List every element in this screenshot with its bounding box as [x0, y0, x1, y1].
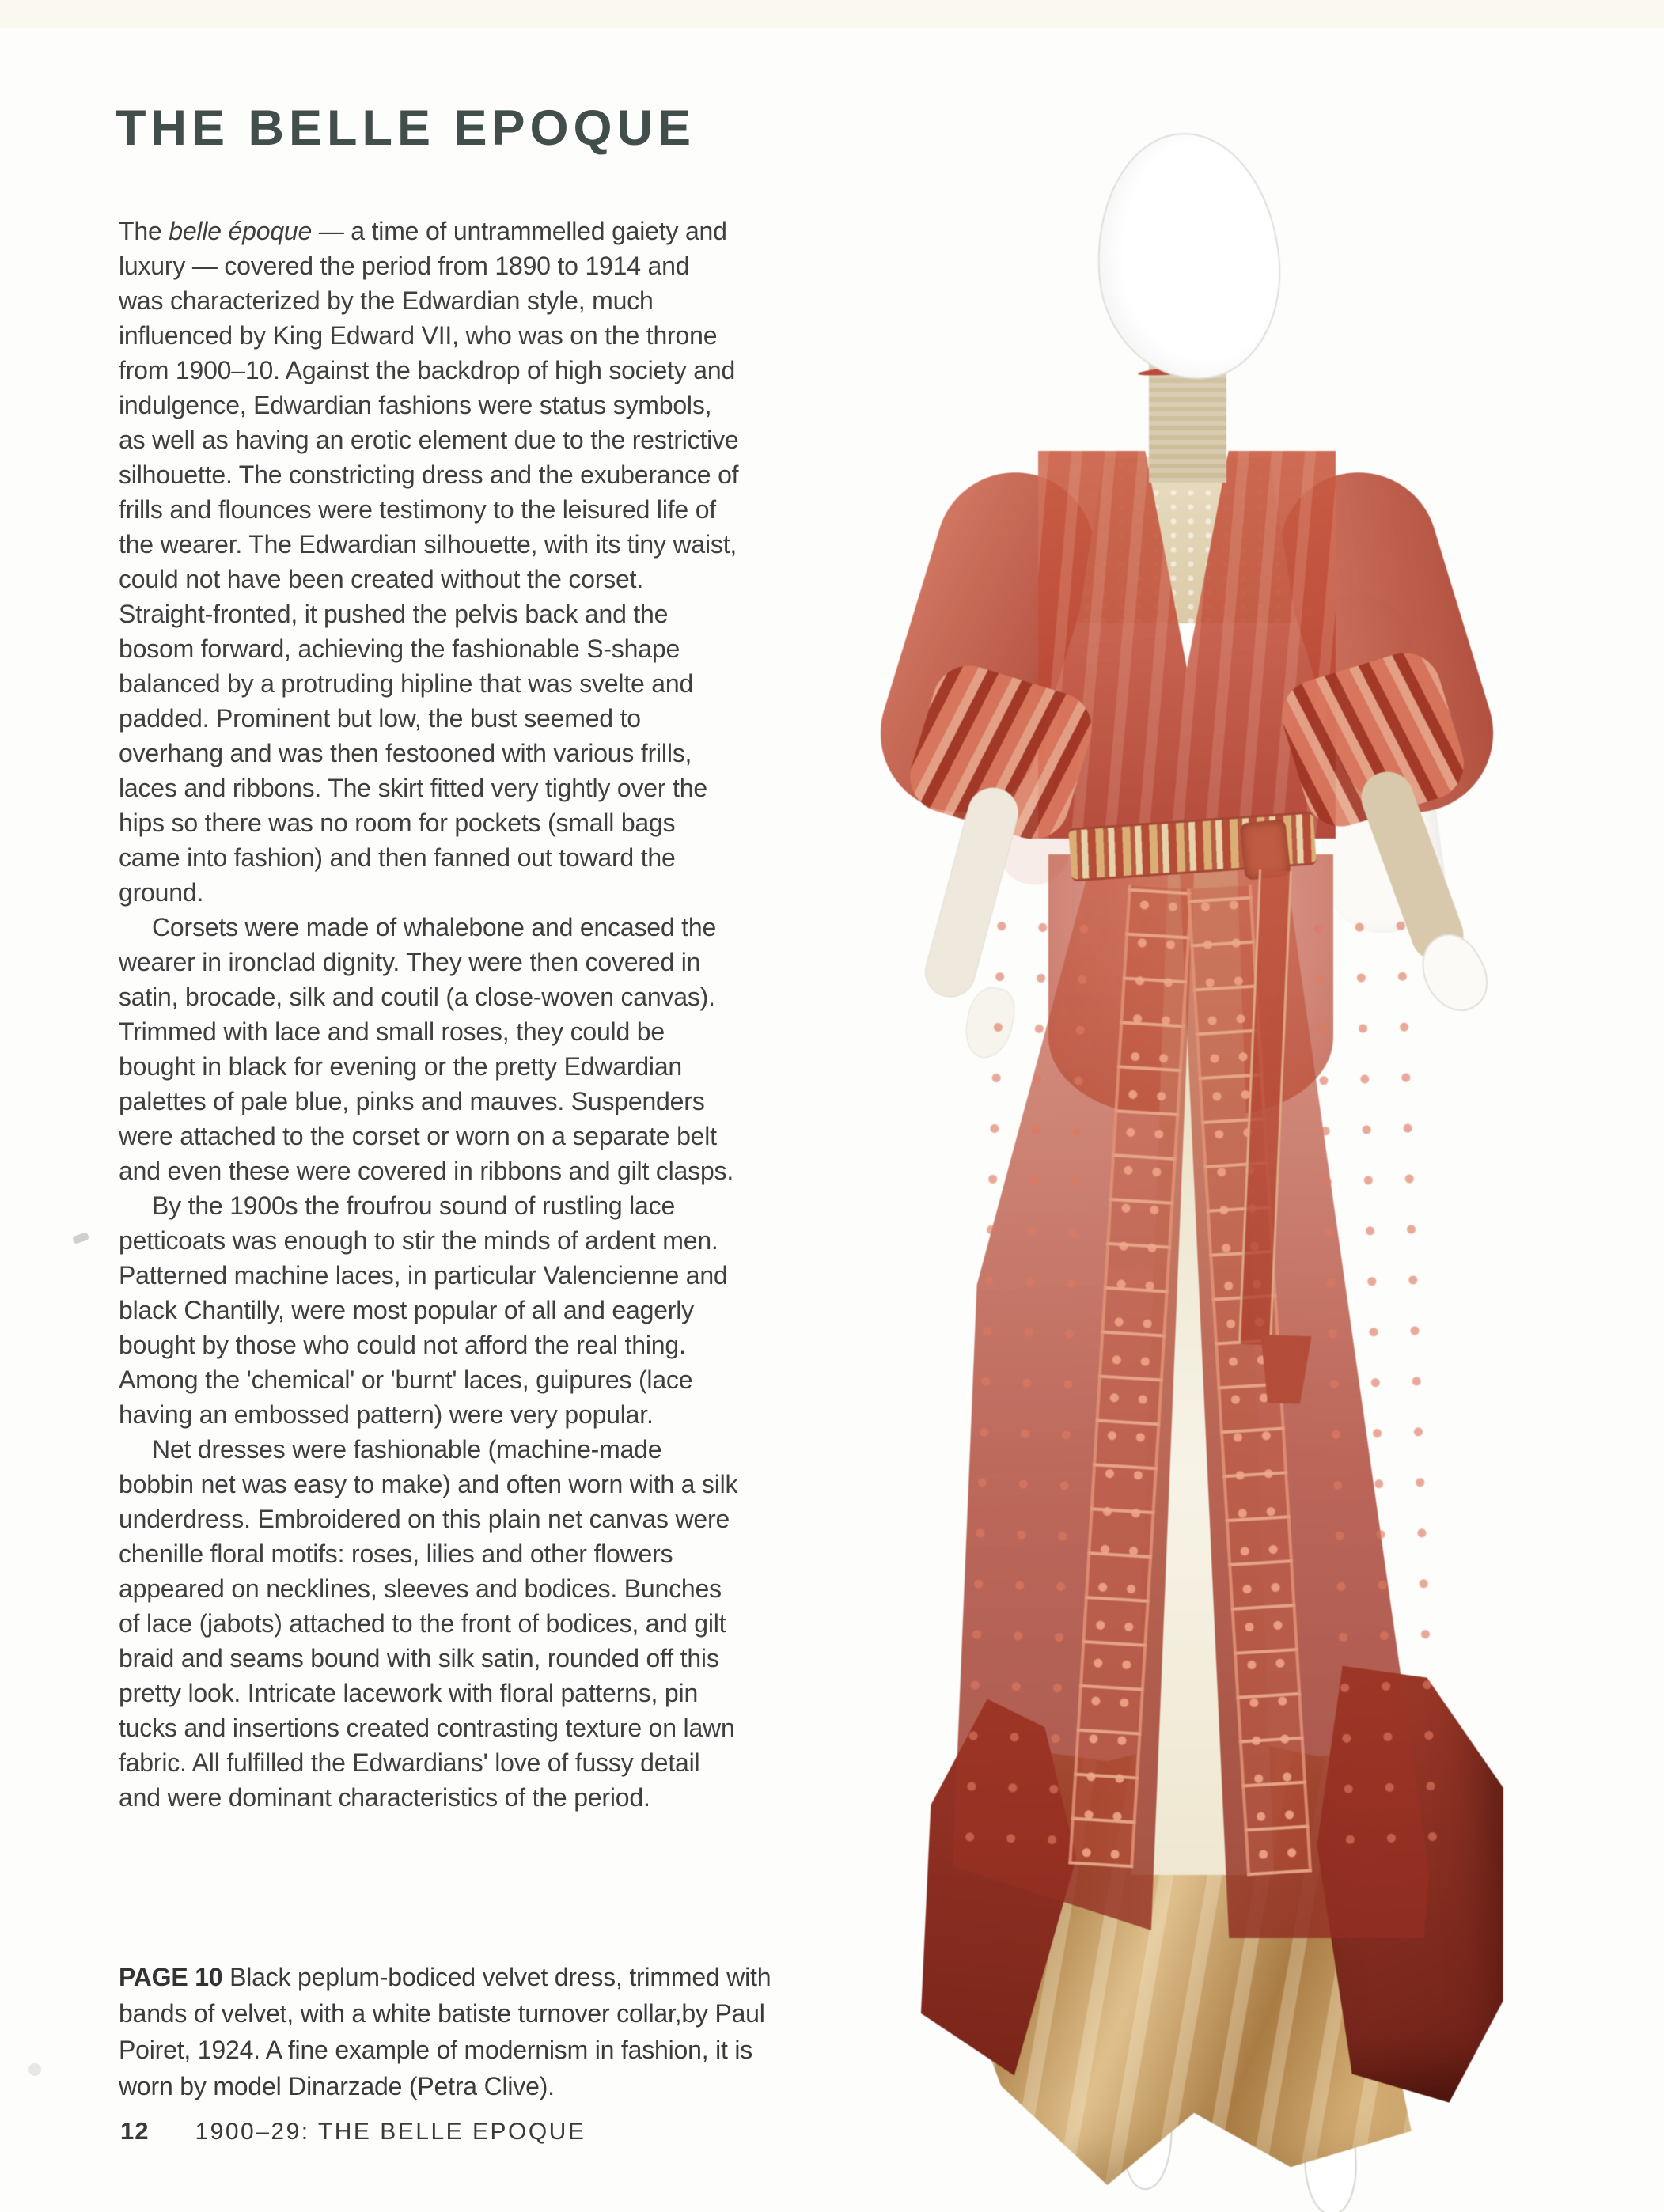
- paragraph-1-lead: The: [119, 217, 169, 245]
- dress-photo: [870, 111, 1503, 2212]
- footer-section-title: 1900–29: THE BELLE EPOQUE: [195, 2119, 586, 2145]
- paragraph-4: Net dresses were fashionable (machine-made bobbin net was easy to make) and often worn with a silk underdress. Embroidered on this plain net canvas were chenille floral motifs: roses, lilies and other flowers appeared on necklines, sleeves and bodices. Bunches of lace (jabots) attached to the front of bodices, and gilt braid and seams bound with silk satin, rounded off this pretty look. Intricate lacework with floral patterns, pin tucks and insertions created contrasting texture on lawn fabric. All fulfilled the Edwardians' love of fussy detail and were dominant characteristics of the period.: [119, 1435, 738, 1812]
- paragraph-1-italic: belle époque: [169, 217, 313, 245]
- paragraph-2: Corsets were made of whalebone and encased the wearer in ironclad dignity. They were then covered in satin, brocade, silk and coutil (a close-woven canvas). Trimmed with lace and small roses, they could be bought in black for evening or the pretty Edwardian palettes of pale blue, pinks and mauves. Suspenders were attached to the corset or worn on a separate belt and even these were covered in ribbons and gilt clasps.: [119, 913, 734, 1185]
- page-title: THE BELLE EPOQUE: [116, 100, 696, 156]
- figure-caption: [119, 1959, 787, 2104]
- scan-artifact: [28, 2063, 41, 2076]
- page-top-edge: [0, 0, 1664, 28]
- caption-label: PAGE 10: [119, 1963, 223, 1991]
- paragraph-1-rest: — a time of untrammelled gaiety and luxury — covered the period from 1890 to 1914 and was characterized by the Edwardian style, much influenced by King Edward VII, who was on the throne from 1900–10. Against the backdrop of high society and indulgence, Edwardian fashions were status symbols, as well as having an erotic element due to the restrictive silhouette. The constricting dress and the exuberance of frills and flounces were testimony to the leisured life of the wearer. The Edwardian silhouette, with its tiny waist, could not have been created without the corset. Straight-fronted, it pushed the pelvis back and the bosom forward, achieving the fashionable S-shape balanced by a protruding hipline that was svelte and padded. Prominent but low, the bust seemed to overhang and was then festooned with various frills, laces and ribbons. The skirt fitted very tightly over the hips so there was no room for pockets (small bags came into fashion) and then fanned out toward the ground.: [119, 217, 739, 907]
- caption-text: Black peplum-bodiced velvet dress, trimmed with bands of velvet, with a white batiste turnover collar,by Paul Poiret, 1924. A fine example of modernism in fashion, it is worn by model Dinarzade (Petra Clive).: [119, 1963, 771, 2100]
- scan-artifact: [72, 1232, 89, 1244]
- mannequin-head: [1089, 127, 1287, 385]
- paragraph-3: By the 1900s the froufrou sound of rustling lace petticoats was enough to stir the minds of ardent men. Patterned machine laces, in particular Valencienne and black Chantilly, were most popular of all and eagerly bought by those who could not afford the real thing. Among the 'chemical' or 'burnt' laces, guipures (lace having an embossed pattern) were very popular.: [119, 1191, 728, 1429]
- paragraph-1: [119, 214, 740, 910]
- article-text: [119, 214, 740, 1815]
- page-number: 12: [120, 2117, 150, 2145]
- page-footer: [120, 2117, 586, 2146]
